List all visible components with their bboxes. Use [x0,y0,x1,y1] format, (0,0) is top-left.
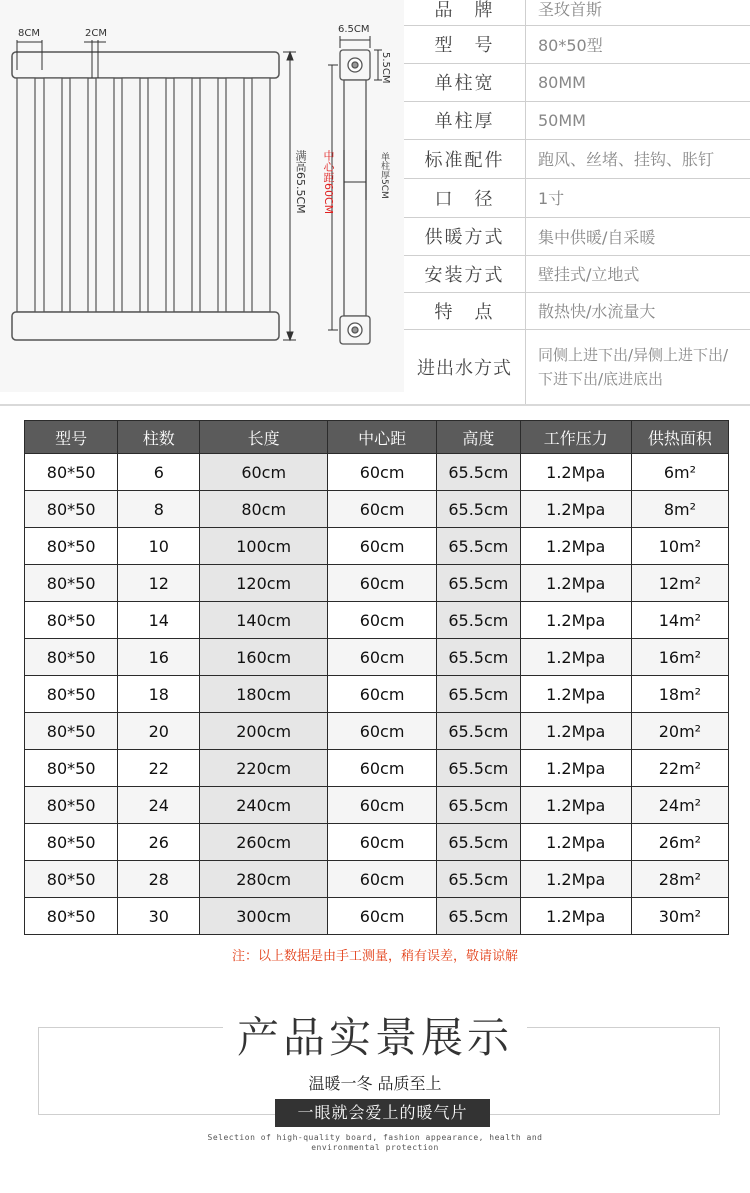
top-header-bar [12,52,279,78]
radiator-diagram [0,0,404,392]
table-cell: 80*50 [25,528,118,565]
table-cell: 20m² [631,713,728,750]
spec-row [404,292,750,330]
radiator-columns [17,78,270,312]
table-cell: 80*50 [25,491,118,528]
table-header-cell: 长度 [200,421,328,454]
spec-value: 50MM [538,110,586,130]
table-cell: 8m² [631,491,728,528]
table-cell: 60cm [328,824,437,861]
table-cell: 18m² [631,676,728,713]
table-cell: 6 [118,454,200,491]
table-row [25,713,729,750]
spec-row [404,63,750,102]
table-cell: 65.5cm [437,898,521,935]
table-cell: 65.5cm [437,824,521,861]
spec-row [404,25,750,64]
table-cell: 24 [118,787,200,824]
spec-value [526,329,750,404]
spec-value: 80MM [538,72,586,92]
spec-table [404,0,750,405]
table-cell: 60cm [328,602,437,639]
table-cell: 60cm [200,454,328,491]
table-cell: 1.2Mpa [520,898,631,935]
divider [0,404,750,406]
table-cell: 65.5cm [437,528,521,565]
table-cell: 80*50 [25,454,118,491]
table-header-row [25,421,729,454]
table-cell: 26 [118,824,200,861]
table-cell: 60cm [328,528,437,565]
spec-value: 集中供暖/自采暖 [538,227,656,247]
table-cell: 65.5cm [437,676,521,713]
spec-row [404,101,750,140]
label-center-distance: 中心距60CM [322,150,335,215]
table-cell: 1.2Mpa [520,713,631,750]
table-row [25,639,729,676]
table-cell: 65.5cm [437,454,521,491]
spec-row [404,178,750,218]
label-side-width: 6.5CM [338,24,370,35]
note-text: 注：以上数据是由手工测量，稍有误差，敬请谅解 [231,949,518,964]
table-cell: 300cm [200,898,328,935]
table-cell: 10 [118,528,200,565]
table-header-cell: 高度 [437,421,521,454]
table-header-cell: 工作压力 [520,421,631,454]
table-cell: 280cm [200,861,328,898]
table-cell: 260cm [200,824,328,861]
table-row [25,824,729,861]
table-cell: 60cm [328,639,437,676]
spec-label: 型 号 [404,25,526,63]
table-cell: 80*50 [25,713,118,750]
table-cell: 22 [118,750,200,787]
table-cell: 80*50 [25,750,118,787]
table-cell: 30m² [631,898,728,935]
table-cell: 65.5cm [437,787,521,824]
table-row [25,861,729,898]
table-header-cell: 中心距 [328,421,437,454]
table-row [25,528,729,565]
table-cell: 1.2Mpa [520,861,631,898]
table-cell: 60cm [328,861,437,898]
table-row [25,750,729,787]
table-cell: 180cm [200,676,328,713]
radiator-drawing [0,0,404,392]
banner-tagline: 一眼就会爱上的暖气片 [275,1099,490,1127]
table-cell: 65.5cm [437,639,521,676]
table-header-cell: 柱数 [118,421,200,454]
table-cell: 60cm [328,787,437,824]
label-gap: 2CM [85,28,107,39]
spec-value: 跑风、丝堵、挂钩、胀钉 [538,150,715,169]
table-cell: 1.2Mpa [520,676,631,713]
showcase-banner [0,975,750,1193]
table-cell: 65.5cm [437,750,521,787]
banner-english-line: Selection of high-quality board, fashion appearance, health and [207,1133,543,1142]
table-cell: 80*50 [25,861,118,898]
table-cell: 200cm [200,713,328,750]
table-cell: 24m² [631,787,728,824]
table-row [25,898,729,935]
banner-title [0,1005,750,1065]
table-cell: 30 [118,898,200,935]
spec-label: 特 点 [404,292,526,329]
table-row [25,491,729,528]
spec-label: 单柱宽 [404,63,526,101]
spec-row [404,217,750,256]
table-cell: 1.2Mpa [520,639,631,676]
table-cell: 60cm [328,676,437,713]
spec-label: 口 径 [404,178,526,217]
table-cell: 220cm [200,750,328,787]
table-cell: 120cm [200,565,328,602]
spec-value: 散热快/水流量大 [538,302,656,321]
table-cell: 80cm [200,491,328,528]
table-cell: 65.5cm [437,602,521,639]
table-cell: 80*50 [25,787,118,824]
banner-title-text: 产品实景展示 [223,1013,527,1062]
table-cell: 1.2Mpa [520,491,631,528]
table-row [25,676,729,713]
banner-subtitle: 温暖一冬 品质至上 [308,1074,442,1093]
table-cell: 100cm [200,528,328,565]
table-cell: 60cm [328,565,437,602]
label-cap-width: 8CM [18,28,40,39]
table-cell: 140cm [200,602,328,639]
spec-value-line: 同侧上进下出/异侧上进下出/ [538,345,729,364]
spec-label: 单柱厚 [404,101,526,139]
table-cell: 1.2Mpa [520,454,631,491]
table-cell: 80*50 [25,824,118,861]
spec-row [404,255,750,293]
table-cell: 22m² [631,750,728,787]
spec-value: 1寸 [538,189,565,208]
spec-label: 品 牌 [404,0,526,25]
table-cell: 1.2Mpa [520,565,631,602]
table-cell: 65.5cm [437,861,521,898]
table-cell: 160cm [200,639,328,676]
table-cell: 26m² [631,824,728,861]
table-cell: 80*50 [25,639,118,676]
table-cell: 80*50 [25,565,118,602]
spec-label: 标准配件 [404,139,526,178]
table-cell: 20 [118,713,200,750]
table-cell: 10m² [631,528,728,565]
banner-english-text [0,1133,750,1153]
spec-value-line: 下进下出/底进底出 [538,369,664,388]
label-full-height: 满高65.5CM [294,150,307,214]
table-cell: 80*50 [25,676,118,713]
bottom-header-bar [12,312,279,340]
table-cell: 14 [118,602,200,639]
spec-label: 安装方式 [404,255,526,292]
table-row [25,787,729,824]
table-cell: 1.2Mpa [520,787,631,824]
spec-label: 进出水方式 [404,329,526,404]
table-body [25,454,729,935]
table-row [25,602,729,639]
table-row [25,454,729,491]
table-cell: 18 [118,676,200,713]
table-cell: 80*50 [25,898,118,935]
table-cell: 65.5cm [437,565,521,602]
banner-english-line: environmental protection [311,1143,439,1152]
table-cell: 1.2Mpa [520,528,631,565]
table-cell: 1.2Mpa [520,824,631,861]
table-row [25,565,729,602]
table-cell: 28m² [631,861,728,898]
table-cell: 1.2Mpa [520,602,631,639]
table-cell: 60cm [328,750,437,787]
table-cell: 60cm [328,491,437,528]
table-cell: 65.5cm [437,491,521,528]
table-cell: 60cm [328,898,437,935]
table-cell: 1.2Mpa [520,750,631,787]
spec-value: 80*50型 [538,35,603,55]
table-cell: 80*50 [25,602,118,639]
product-table [24,420,729,935]
spec-row [404,139,750,179]
label-single-column: 单柱厚5CM [379,152,389,199]
spec-value: 壁挂式/立地式 [538,265,640,284]
label-side-depth: 5.5CM [380,52,391,84]
table-cell: 240cm [200,787,328,824]
table-cell: 16m² [631,639,728,676]
table-cell: 12m² [631,565,728,602]
table-cell: 12 [118,565,200,602]
table-cell: 65.5cm [437,713,521,750]
table-header-cell: 供热面积 [631,421,728,454]
table-cell: 6m² [631,454,728,491]
table-cell: 28 [118,861,200,898]
table-cell: 8 [118,491,200,528]
table-cell: 60cm [328,454,437,491]
spec-row [404,0,750,26]
table-cell: 14m² [631,602,728,639]
table-cell: 60cm [328,713,437,750]
table-cell: 16 [118,639,200,676]
spec-value: 圣玫首斯 [538,0,603,19]
table-header-cell: 型号 [25,421,118,454]
spec-row [404,329,750,404]
spec-label: 供暖方式 [404,217,526,255]
